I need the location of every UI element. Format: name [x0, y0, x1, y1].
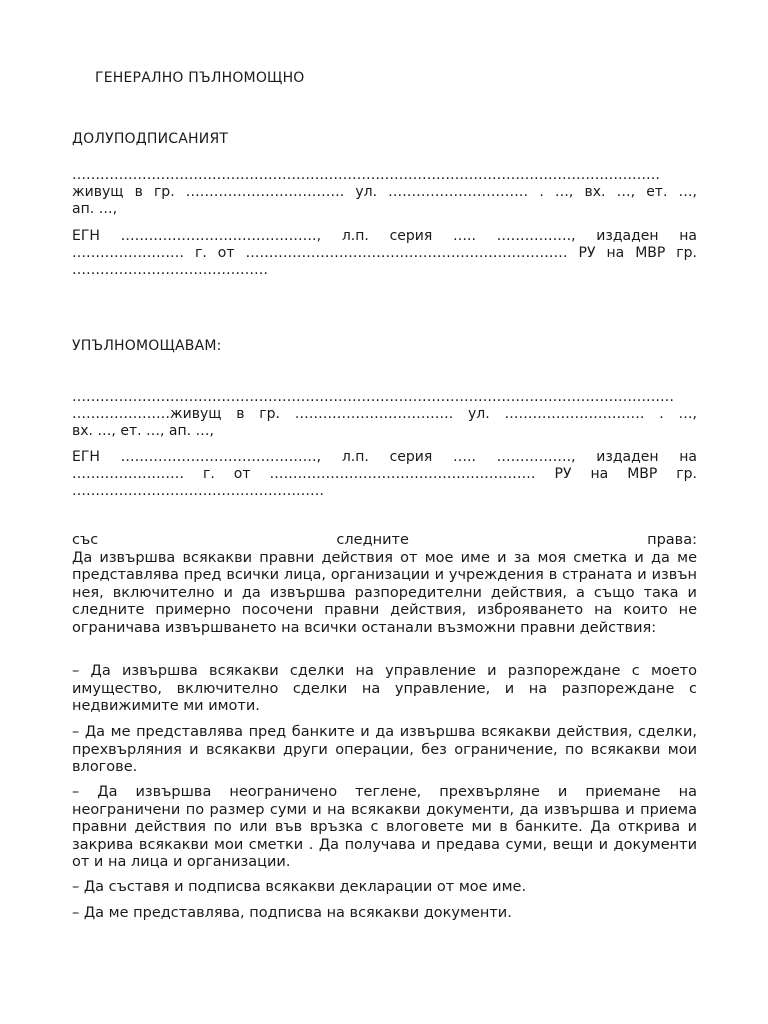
attorney-id-details [72, 449, 697, 500]
rights-item-representation: – Да ме представлява, подписва на всякакви документи. [72, 905, 512, 921]
grantor-egn-line: ЕГН ……………………………………, л.п. серия ….. ……………., издаден на [72, 228, 697, 244]
rights-item-withdrawals: – Да извършва неограничено теглене, прехвърляне и приемане на неограничени по размер суми и на всякакви документи, да извършва и приема правни действия по или във връзка с влоговете ми в банките. Да открива и закрива всякакви мои сметки . Да получава и предава суми, вещи и документи от и на лица и организации. [72, 784, 697, 870]
rights-word-2: следните [336, 532, 409, 548]
rights-word-1: със [72, 532, 99, 548]
grantor-heading: ДОЛУПОДПИСАНИЯТ [72, 131, 229, 147]
attorney-details [72, 389, 697, 440]
rights-intro-text: Да извършва всякакви правни действия от мое име и за моя сметка и да ме представлява пред всички лица, организации и учреждения в страната и извън нея, включително и да извършва разпоредителни действия, а също така и следните примерно посочени правни действия, изброяването на които не ограничава извършването на всички останали възможни правни действия: [72, 549, 697, 636]
rights-word-3: права: [647, 532, 697, 548]
grantor-issued-line: …………………… г. от …………………………………………………………… РУ на МВР гр. [72, 245, 697, 261]
grantor-city-line: …………………………………… [72, 262, 268, 278]
attorney-apartment-line: вх. …, ет. …, ап. …, [72, 423, 214, 439]
attorney-city-line: ……………………………………………… [72, 483, 324, 499]
attorney-name-line: ………………………………………………………………………………………………………………… [72, 389, 674, 405]
attorney-heading: УПЪЛНОМОЩАВАМ: [72, 338, 222, 354]
rights-item-declarations: – Да съставя и подписва всякакви декларации от мое име. [72, 879, 527, 895]
grantor-details [72, 167, 697, 218]
attorney-egn-line: ЕГН ……………………………………, л.п. серия ….. ……………., издаден на [72, 449, 697, 465]
rights-item-banks: – Да ме представлява пред банките и да извършва всякакви действия, сделки, прехвърляния и всякакви други операции, без ограничение, по всякакви мои влогове. [72, 724, 697, 775]
grantor-name-line: ……………………………………………………………………………………………………………… [72, 167, 660, 183]
rights-item-property: – Да извършва всякакви сделки на управление и разпореждане с моето имущество, включително сделки на управление, и на разпореждане с недвижимите ми имоти. [72, 663, 697, 714]
rights-section [72, 532, 697, 637]
rights-intro-heading [72, 532, 697, 550]
grantor-id-details [72, 228, 697, 279]
attorney-issued-line: …………………… г. от ………………………………………………… РУ на МВР гр. [72, 466, 697, 482]
grantor-address-line: живущ в гр. ……………………………. ул. ………………………… . …, вх. …, ет. …, [72, 184, 697, 200]
attorney-address-line: …………………живущ в гр. ……………………………. ул. ………………………… . …, [72, 406, 697, 422]
document-title: ГЕНЕРАЛНО ПЪЛНОМОЩНО [95, 70, 305, 86]
grantor-apartment-line: ап. …, [72, 201, 118, 217]
